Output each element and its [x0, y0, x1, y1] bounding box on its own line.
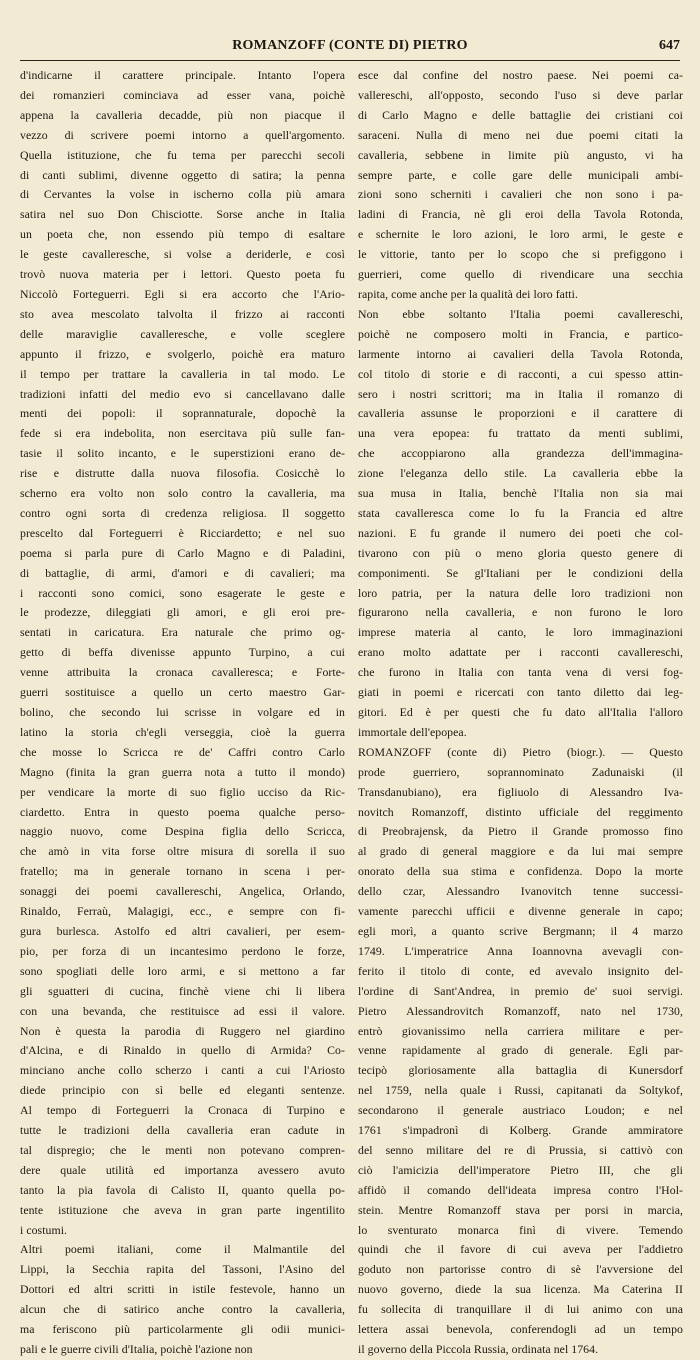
- text-line: col titolo di storie e di racconti, a cui spesso attin-: [358, 366, 683, 381]
- text-line: getto di beffa divenisse appunto Turpino, a cui: [20, 645, 345, 660]
- text-line: sto avea mescolato talvolta il frizzo ai racconti: [20, 306, 345, 321]
- text-line: l'ordine di Sant'Andrea, in premio de' suoi servigi.: [358, 983, 683, 998]
- text-line: ladini di Francia, nè gli eroi della Tavola Rotonda,: [358, 207, 683, 222]
- text-line: che accoppiarono alla grandezza dell'immagina-: [358, 446, 683, 461]
- text-line: rapita, come anche per la qualità dei loro fatti.: [358, 286, 578, 301]
- text-line: tanto la pia favola di Calisto II, quanto quella po-: [20, 1182, 345, 1197]
- text-line: sonaggi dei poemi cavallereschi, Angelica, Orlando,: [20, 884, 345, 899]
- text-line: erano molto adattate per i racconti cavallereschi,: [358, 645, 683, 660]
- text-line: appena la cavalleria decadde, più non piacque il: [20, 107, 345, 122]
- text-line: 1761 s'impadronì di Kolberg. Grande ammiratore: [358, 1123, 683, 1138]
- text-line: Lippi, la Secchia rapita del Tassoni, l'Asino del: [20, 1262, 345, 1277]
- text-line: entrò giovanissimo nella carriera militare e per-: [358, 1023, 683, 1038]
- text-line: ciardetto. Entra in questo poema qualche perso-: [20, 804, 345, 819]
- text-line: le prodezze, dileggiati gli amori, e gli eroi pre-: [20, 605, 345, 620]
- text-line: fede si era indebolita, non esercitava più sulle fan-: [20, 426, 345, 441]
- text-line: secondarono il generale austriaco Loudon; e nel: [358, 1103, 683, 1118]
- text-line: tutte le tradizioni della cavalleria eran cadute in: [20, 1123, 345, 1138]
- text-line: che amò in vita forse oltre misura di sorella il suo: [20, 844, 345, 859]
- text-line: tal dispregio; che le menti non potevano compren-: [20, 1142, 345, 1157]
- text-line: saraceni. Nulla di meno nei due poemi citati la: [358, 127, 683, 142]
- text-line: zioni sono scherniti i cavalieri che non sono i pa-: [358, 187, 683, 202]
- text-line: dere quale utilità ed importanza avessero avuto: [20, 1162, 345, 1177]
- text-line: i costumi.: [20, 1222, 68, 1237]
- text-line: di battaglie, di armi, d'amori e di cavalieri; ma: [20, 565, 345, 580]
- text-line: prescelto dal Forteguerri è Ricciardetto; e nel suo: [20, 525, 345, 540]
- text-line: menti dei popoli: il soprannaturale, dopochè la: [20, 406, 345, 421]
- text-line: tente istituzione che aveva in gran parte ingentilito: [20, 1202, 345, 1217]
- text-line: poema si parla pure di Carlo Magno e di Paladini,: [20, 545, 345, 560]
- text-line: delle maraviglie cavalleresche, e volle sceglere: [20, 326, 345, 341]
- text-line: ma feriscono più particolarmente gli odii munici-: [20, 1322, 345, 1337]
- text-line: loro patria, per la natura delle loro tradizioni non: [358, 585, 683, 600]
- text-line: gitori. Ed è per questi che fu dato all'Italia l'alloro: [358, 705, 683, 719]
- text-line: scherno era volto non solo contro la cavalleria, ma: [20, 486, 345, 501]
- text-line: figurarono nella cavalleria, e non furono le loro: [358, 605, 683, 620]
- text-line: naggio nuovo, come Despina figlia dello Scricca,: [20, 824, 345, 839]
- column-gutter: [349, 66, 350, 996]
- text-line: ROMANZOFF (conte di) Pietro (biogr.). — Questo: [358, 744, 683, 759]
- text-line: le geste cavalleresche, si volse a deriderle, e così: [20, 247, 345, 262]
- text-line: guerrieri, come quello di rivendicare una secchia: [358, 267, 683, 282]
- text-line: nazioni. E fu grande il numero dei poeti che col-: [358, 525, 683, 540]
- text-line: Niccolò Forteguerri. Egli si era accorto che l'Ario-: [20, 286, 345, 301]
- text-line: onorato della sua stima e confidenza. Dopo la morte: [358, 864, 683, 879]
- text-line: Dottori ed altri scritti in istile festevole, hanno un: [20, 1282, 345, 1297]
- text-line: latino la storia ch'egli verseggia, cioè la guerra: [20, 724, 345, 739]
- text-line: diede principio con sì belle ed eleganti sentenze.: [20, 1083, 345, 1098]
- text-line: venne attribuita la cronaca cavalleresca; e Forte-: [20, 665, 345, 680]
- text-line: Altri poemi italiani, come il Malmantile del: [20, 1242, 345, 1257]
- text-line: pio, per forza di un incantesimo perdono le forze,: [20, 943, 345, 958]
- text-line: dello czar, Alessandro Ivanovitch tenne successi-: [358, 884, 683, 899]
- text-line: il governo della Piccola Russia, ordinata nel 1764.: [358, 1342, 599, 1356]
- text-line: lettera assai benevola, conferendogli ad un tempo: [358, 1322, 683, 1337]
- text-line: Non è questa la parodia di Ruggero nel giardino: [20, 1023, 345, 1038]
- text-line: del senno militare del re di Prussia, si cattivò con: [358, 1142, 683, 1157]
- left-column: [20, 66, 345, 1360]
- text-line: d'Alcina, e di Rinaldo in quello di Armida? Co-: [20, 1043, 345, 1058]
- text-line: poichè ne composero molti in Francia, e partico-: [358, 326, 683, 341]
- text-line: d'indicarne il carattere principale. Intanto l'opera: [20, 68, 345, 82]
- text-line: venne rapidamente al grado di generale. Egli par-: [358, 1043, 683, 1058]
- text-line: che mosse lo Scricca re de' Caffri contro Carlo: [20, 744, 345, 759]
- header-rule: [20, 60, 680, 61]
- text-line: nel 1759, nella quale i Russi, capitanati da Soltykof,: [358, 1083, 683, 1098]
- text-line: Al tempo di Forteguerri la Cronaca di Turpino e: [20, 1103, 345, 1118]
- text-line: di canti sublimi, divenne oggetto di satira; la penna: [20, 167, 345, 182]
- text-line: componimenti. Se gl'Italiani per le condizioni della: [358, 565, 683, 580]
- text-line: che furono in Italia con tanta vena di versi fog-: [358, 665, 683, 680]
- text-line: un poeta che, non essendo più tempo di esaltare: [20, 227, 345, 242]
- text-line: gli sguatteri di cucina, finchè viene chi li libera: [20, 983, 345, 998]
- text-line: alcun che di satirico anche contro la cavalleria,: [20, 1302, 345, 1317]
- text-line: tradizioni infatti del medio evo si cancellavano dalle: [20, 386, 345, 401]
- right-column: [358, 66, 683, 1360]
- text-line: tasie il solito incanto, e le superstizioni erano de-: [20, 446, 345, 461]
- text-line: per vendicare la morte di suo figlio ucciso da Ric-: [20, 784, 345, 799]
- text-line: gura burlesca. Astolfo ed altri cavalieri, per esem-: [20, 923, 345, 938]
- text-line: novitch Romanzoff, distinto ufficiale del reggimento: [358, 804, 683, 819]
- text-line: ciò l'amicizia dell'imperatore Pietro III, che gli: [358, 1162, 683, 1177]
- text-line: trovò nuova materia per i lettori. Questo poeta fu: [20, 267, 345, 282]
- text-line: tivarono con più o meno gloria questo genere di: [358, 545, 683, 560]
- text-line: dei romanzieri cominciava ad esser vana, poichè: [20, 87, 345, 102]
- text-line: satira nel suo Don Chisciotte. Sorse anche in Italia: [20, 207, 345, 222]
- text-line: al grado di general maggiore e da lui mai sempre: [358, 844, 683, 859]
- text-line: il tempo per trattare la cavalleria in tal modo. Le: [20, 366, 345, 381]
- text-line: vamente parecchi ufficii e divenne generale in capo;: [358, 904, 683, 919]
- text-line: di Preobrajensk, da Pietro il Grande promosso fino: [358, 824, 683, 839]
- text-line: 1749. L'imperatrice Anna Ioannovna avevagli con-: [358, 943, 683, 958]
- text-line: e schernite le loro azioni, le loro armi, le geste e: [358, 227, 683, 242]
- text-line: giati in poemi e ricercati con tanto diletto dai leg-: [358, 685, 683, 700]
- text-line: appunto il frizzo, e svolgerlo, poichè era maturo: [20, 346, 345, 361]
- text-line: fu sollecita di tranquillare il di lui animo con una: [358, 1302, 683, 1317]
- running-title: ROMANZOFF (CONTE DI) PIETRO: [232, 38, 468, 53]
- text-line: di Carlo Magno e delle battaglie dei cristiani coi: [358, 107, 683, 122]
- text-line: imprese materia al canto, le loro immaginazioni: [358, 625, 683, 640]
- text-line: Quella istituzione, che fu tema per parecchi secoli: [20, 147, 345, 162]
- text-line: Non ebbe soltanto l'Italia poemi cavallereschi,: [358, 306, 683, 321]
- text-line: esce dal confine del nostro paese. Nei poemi ca-: [358, 68, 683, 82]
- text-line: di Cervantes la volse in ischerno colla più amara: [20, 187, 345, 202]
- text-line: vallereschi, all'opposto, secondo l'uso si deve parlar: [358, 87, 683, 102]
- text-line: goduto non partorisse contro di sè l'avversione del: [358, 1262, 683, 1277]
- text-line: nuovo governo, diede la sua licenza. Ma Caterina II: [358, 1282, 683, 1297]
- text-line: pali e le guerre civili d'Italia, poichè l'azione non: [20, 1342, 253, 1356]
- text-line: contro ogni sorta di credenza religiosa. Il soggetto: [20, 505, 345, 520]
- text-line: minciano anche collo scherzo i canti a cui l'Ariosto: [20, 1063, 345, 1078]
- text-line: Rinaldo, Ferraù, Malagigi, ecc., e sempre con fi-: [20, 904, 345, 919]
- text-line: Magno (finita la gran guerra nota a tutto il mondo): [20, 764, 345, 779]
- text-line: Pietro Alessandrovitch Romanzoff, nato nel 1730,: [358, 1003, 683, 1018]
- text-line: con una bevanda, che restituisce ad essi il valore.: [20, 1003, 345, 1018]
- text-line: bolino, che secondo lui scrisse in volgare ed in: [20, 705, 345, 719]
- page-number: 647: [659, 38, 680, 53]
- text-line: Transdanubiano), era figliuolo di Alessandro Iva-: [358, 784, 683, 799]
- text-line: sono spogliati delle loro armi, e si mettono a far: [20, 963, 345, 978]
- text-line: guerri sostituisce a quello un certo maestro Gar-: [20, 685, 345, 700]
- text-line: vezzo di scrivere poemi intorno a quell'argomento.: [20, 127, 345, 142]
- text-line: sempre parte, e colle gare delle municipali ambi-: [358, 167, 683, 182]
- text-line: quindi che il favore di cui aveva per l'addietro: [358, 1242, 683, 1257]
- running-header: [20, 38, 680, 58]
- text-line: una vera epopea: fu trattato da menti sublimi,: [358, 426, 683, 441]
- text-line: tecipò gloriosamente alla battaglia di Kunersdorf: [358, 1063, 683, 1078]
- text-line: i racconti sono comici, sono esagerate le geste e: [20, 585, 345, 600]
- text-line: larmente intorno ai cavalieri della Tavola Rotonda,: [358, 346, 683, 361]
- text-line: ferito il titolo di conte, ed avevalo insignito del-: [358, 963, 683, 978]
- text-line: sentati in caricatura. Era naturale che primo og-: [20, 625, 345, 640]
- text-line: zione l'eleganza dello stile. La cavalleria ebbe la: [358, 466, 683, 481]
- text-line: fratello; ma in generale tornano in scena i per-: [20, 864, 345, 879]
- text-line: rise e distrutte dalla nuova filosofia. Cosicchè lo: [20, 466, 345, 481]
- text-line: affidò il comando dell'ideata impresa contro l'Hol-: [358, 1182, 683, 1197]
- text-line: egli morì, a quanto scrive Bergmann; il 4 marzo: [358, 923, 683, 938]
- text-line: lo sventurato monarca finì di vivere. Temendo: [358, 1222, 683, 1237]
- text-line: cavalleria, sebbene in limite più angusto, vi ha: [358, 147, 683, 162]
- text-line: prode guerriero, soprannominato Zadunaiski (il: [358, 764, 683, 779]
- text-line: stein. Mentre Romanzoff stava per porsi in marcia,: [358, 1202, 683, 1217]
- text-line: sero i nostri scrittori; ma in Italia il romanzo di: [358, 386, 683, 401]
- text-line: cavalleria assunse le proporzioni e il carattere di: [358, 406, 683, 421]
- text-line: stata cavalleresca come lo fu la Francia ed altre: [358, 505, 683, 520]
- text-line: sua musa in Italia, benchè l'Italia non sia mai: [358, 486, 683, 501]
- text-line: le vittorie, tanto per lo scopo che si prefiggono i: [358, 247, 683, 262]
- text-line: immortale dell'epopea.: [358, 724, 467, 739]
